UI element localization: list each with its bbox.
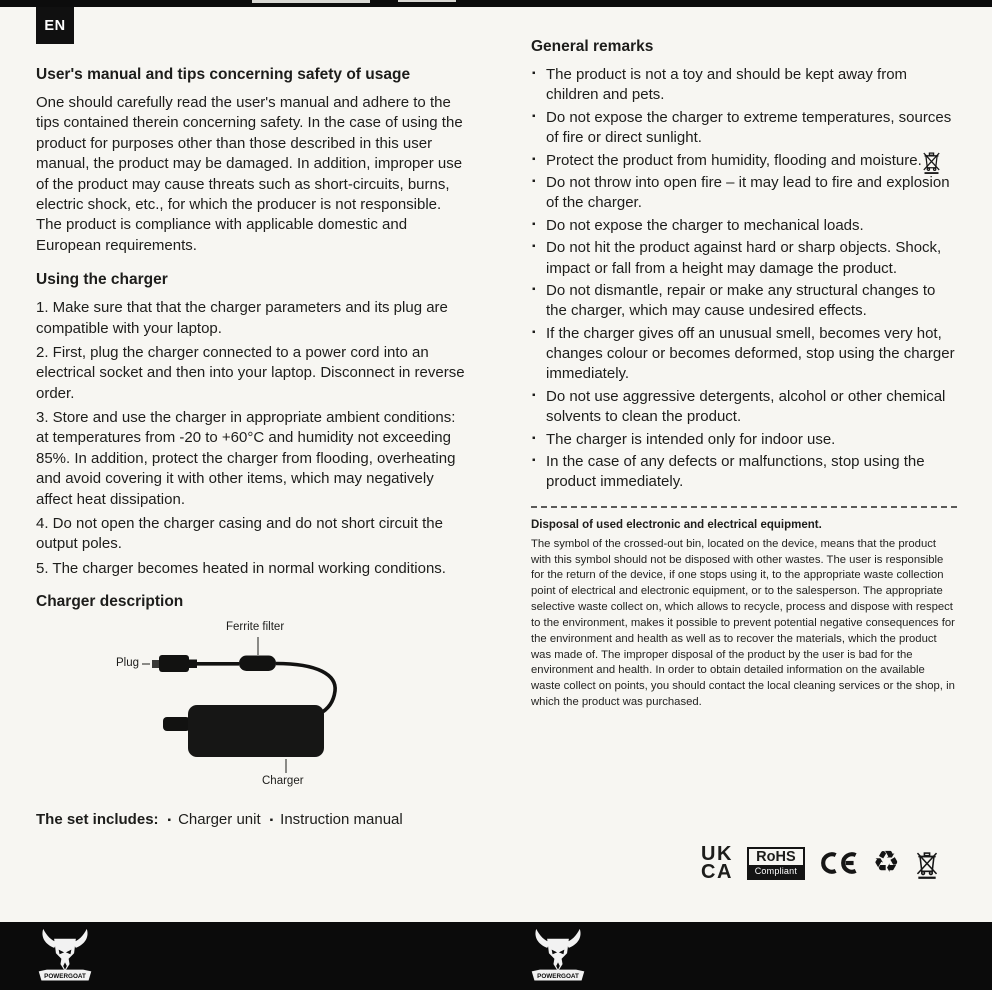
remark-item: ▪ Protect the product from humidity, flooding and moisture. [531,151,957,171]
bullet-icon [159,811,179,828]
set-includes-line [36,811,470,828]
powergoat-brand-text: POWERGOAT [44,973,86,981]
remark-item: ▪ The charger is intended only for indoor use. [531,430,957,450]
ukca-bottom: CA [701,861,733,884]
section-divider [531,506,957,508]
plug-label: Plug [116,657,140,670]
ferrite-filter-shape [239,656,276,672]
set-includes-item: Charger unit [178,811,261,829]
language-badge: EN [36,7,74,44]
using-item-4: 4. Do not open the charger casing and do not short circuit the output poles. [36,515,443,553]
remark-item: ▪ If the charger gives off an unusual smell, becomes very hot, changes colour or becomes deformed, stop using the charger immediately. [531,324,957,385]
bullet-icon [261,811,281,828]
ferrite-filter-label: Ferrite filter [226,621,285,634]
ukca-mark [701,845,733,882]
safety-heading: User's manual and tips concerning safety of usage [36,66,411,83]
remark-item: ▪ The product is not a toy and should be kept away from children and pets. [531,65,957,106]
remarks-list [531,65,957,493]
safety-body: One should carefully read the user's manual and adhere to the tips contained therein concerning safety. In the case of using the product for purposes other than those described in this user manual, the product may be damaged. In addition, improper use of the product may cause threats such as short-circuits, burns, electric shock, etc., for which the producer is not responsible. The product is compliance with applicable domestic and European requirements. [36,94,463,254]
remark-item: ▪ Do not dismantle, repair or make any structural changes to the charger, which may cause undesired effects. [531,281,957,322]
rohs-badge [747,847,805,881]
rohs-name: RoHS [756,848,796,865]
ce-mark-icon [819,851,859,875]
using-item-5: 5. The charger becomes heated in normal working conditions. [36,559,446,577]
footer-bar [0,922,992,990]
set-includes-label: The set includes: [36,811,159,829]
disposal-body: The symbol of the crossed-out bin, located on the device, means that the product with this symbol should not be disposed with other wastes. The user is responsible for the return of the device, if one stops using it, to the appropriate waste collection point of electrical and electronic equipment, or to the salesperson. The appropriate selective waste collect on, which allows to recycle, process and dispose with respect to the environment, makes it possible to prevent potential negative consequences for the environment and health as well as to recover the materials, which the product was made of. The improper disposal of the product by the user is bad for the environment and health. In order to obtain detailed information on the available waste collect on points, you should contact the local cleaning services or the shop, in which the product was purchased. [531,537,955,708]
remark-item: ▪ Do not expose the charger to extreme temperatures, sources of fire or direct sunlight. [531,108,957,149]
left-column [36,66,470,828]
plug-connector-icon [159,655,189,672]
using-item-1: 1. Make sure that that the charger parameters and its plug are compatible with your laptop. [36,299,448,337]
remark-item: ▪ In the case of any defects or malfunctions, stop using the product immediately. [531,452,957,493]
plug-neck [188,660,197,669]
powergoat-logo [36,926,94,986]
charger-cord-stub [163,717,190,731]
right-column [531,38,957,711]
remark-item: ▪ Do not expose the charger to mechanical loads. [531,216,957,236]
top-bar [0,0,992,7]
charger-diagram-drawing [36,617,470,799]
remark-item: ▪ Do not use aggressive detergents, alcohol or other chemical solvents to clean the product. [531,387,957,428]
charger-diagram [36,617,470,799]
disposal-heading: Disposal of used electronic and electrical equipment. [531,518,822,531]
weee-bin-icon [914,847,940,880]
scan-gap [398,0,456,2]
scan-gap [252,0,370,3]
rohs-compliant: Compliant [749,865,803,878]
weee-margin-icon [921,148,942,175]
recycle-icon: ♻ [872,846,900,880]
using-item-3: 3. Store and use the charger in appropriate ambient conditions: at temperatures from -20 to +60°C and humidity not exceeding 85%. In addition, protect the charger from flooding, overheating and avoid covering it with other items, which may negatively affect heat dissipation. [36,409,456,508]
certifications-row [701,845,940,882]
using-heading: Using the charger [36,271,168,289]
general-remarks-heading: General remarks [531,38,654,55]
powergoat-logo [529,926,587,986]
remark-item: ▪ Do not throw into open fire – it may lead to fire and explosion of the charger. [531,173,957,214]
charger-body [188,705,324,757]
plug-tip [152,660,160,668]
set-includes-item: Instruction manual [280,811,403,829]
remark-item: ▪ Do not hit the product against hard or sharp objects. Shock, impact or fall from a height may damage the product. [531,238,957,279]
using-item-2: 2. First, plug the charger connected to a power cord into an electrical socket and then into your laptop. Disconnect in reverse order. [36,343,465,402]
powergoat-brand-text: POWERGOAT [537,973,579,981]
charger-description-heading: Charger description [36,593,184,611]
ukca-top: UK [701,843,733,865]
charger-label: Charger [262,775,304,788]
